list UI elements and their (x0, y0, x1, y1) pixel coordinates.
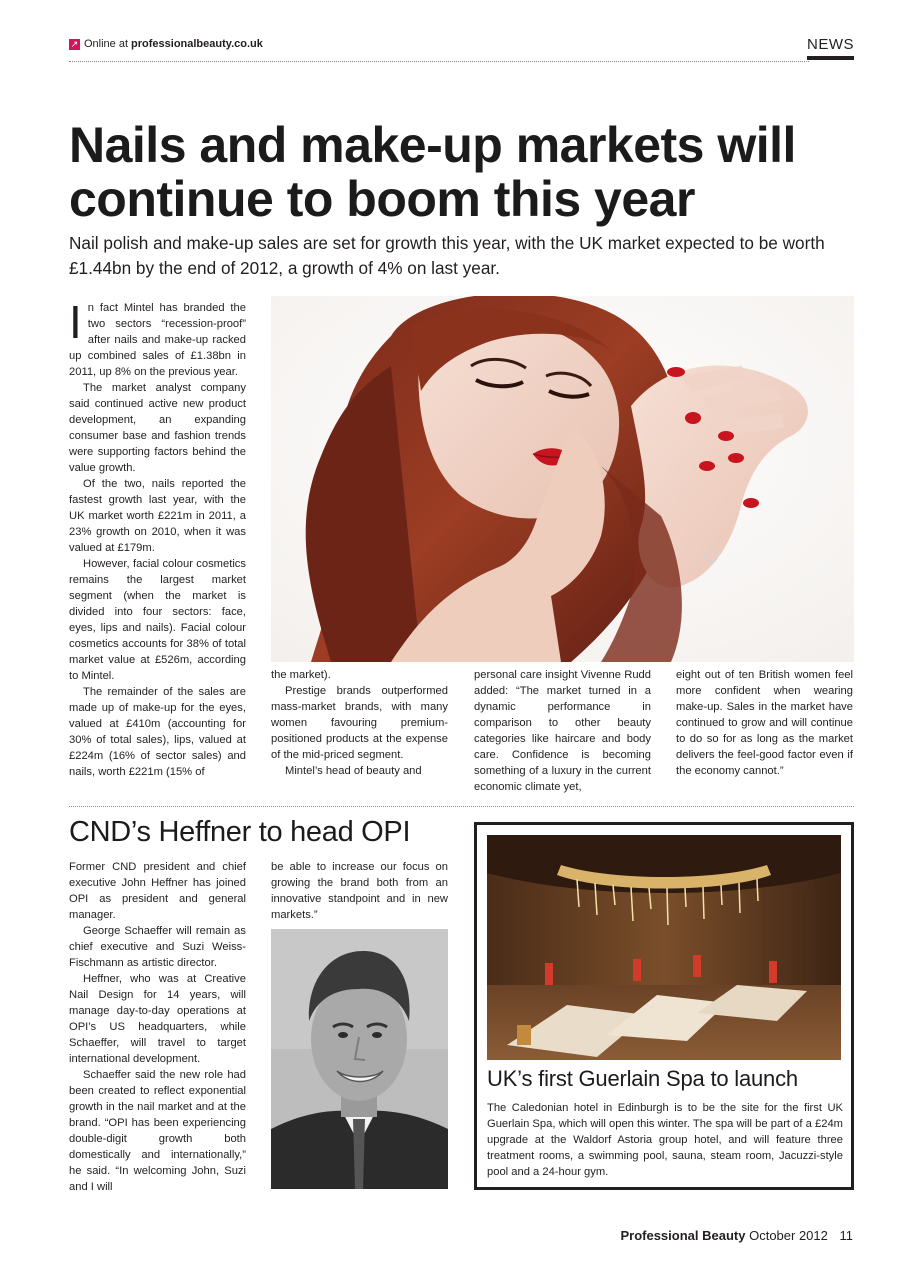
paragraph: Of the two, nails reported the fastest growth last year, with the UK market worth £221m in 2011, a 23% growth on 2010, when it was valued at £179m. (69, 478, 246, 554)
online-site[interactable]: professionalbeauty.co.uk (131, 38, 263, 50)
opi-column-1 (69, 859, 246, 1195)
main-headline: Nails and make-up markets will continue to boom this year (69, 117, 796, 227)
spa-body: The Caledonian hotel in Edinburgh is to be the site for the first UK Guerlain Spa, which will open this winter. The spa will be part of a £24m upgrade at the Waldorf Astoria group hotel, and will feature three treatment rooms, a swimming pool, sauna, steam room, Jacuzzi-style pool and a 24-hour gym. (487, 1102, 843, 1178)
portrait-illustration (271, 929, 448, 1189)
paragraph: George Schaeffer will remain as chief executive and Suzi Weiss-Fischmann as artistic director. (69, 925, 246, 969)
paragraph: In fact Mintel has branded the two sectors “recession-proof” after nails and make-up racked up combined sales of £1.38bn in 2011, up 8% on the previous year. (69, 296, 246, 378)
paragraph: be able to increase our focus on growing the brand both from an innovative standpoint and in new markets.” (271, 861, 448, 921)
spa-photo (487, 835, 841, 1060)
header-divider (69, 61, 809, 62)
paragraph: Prestige brands outperformed mass-market brands, with many women favouring premium-positioned products at the expense of the mid-priced segment. (271, 685, 448, 761)
model-illustration (271, 296, 854, 662)
dropcap: I (69, 296, 82, 348)
spa-illustration (487, 835, 841, 1060)
main-standfirst: Nail polish and make-up sales are set for growth this year, with the UK market expected to be worth £1.44bn by the end of 2012, a growth of 4% on last year. (69, 233, 825, 278)
paragraph: eight out of ten British women feel more confident when wearing make-up. Sales in the market have continued to grow and will continue to do so for as long as the market delivers the feel-good factor even if the economy cannot.” (676, 669, 853, 777)
online-link[interactable] (69, 38, 263, 50)
section-divider (69, 806, 854, 807)
magazine-name: Professional Beauty (620, 1228, 746, 1243)
opi-column-2 (271, 859, 448, 923)
paragraph: However, facial colour cosmetics remains the largest market segment (when the market is divided into four sectors: face, eyes, lips and nails). Facial colour cosmetics accounts for 38% of total market value at £526m, according to Mintel. (69, 558, 246, 682)
issue-date: October 2012 (749, 1228, 828, 1243)
main-column-1 (69, 296, 246, 780)
model-photo (271, 296, 854, 662)
paragraph: The remainder of the sales are made up of make-up for the eyes, valued at £410m (accounting for 30% of total sales), lips, valued at £224m (16% of sector sales) and nails, worth £221m (15% of (69, 686, 246, 778)
paragraph: Schaeffer said the new role had been created to reflect exponential growth in the nail market and at the brand. “OPI has been experiencing double-digit growth both domestically and internationally,” he said. “In welcoming John, Suzi and I will (69, 1069, 246, 1193)
page-header (69, 36, 854, 62)
portrait-photo (271, 929, 448, 1189)
paragraph: Mintel’s head of beauty and (285, 765, 422, 777)
paragraph: The market analyst company said continued active new product development, an expanding consumer base and fashion trends were supporting factors behind the value growth. (69, 382, 246, 474)
spa-story-box (474, 822, 854, 1190)
page-footer (620, 1228, 853, 1243)
section-tag: NEWS (807, 36, 854, 60)
paragraph: Former CND president and chief executive John Heffner has joined OPI as president and general manager. (69, 861, 246, 921)
paragraph: personal care insight Vivenne Rudd added: “The market turned in a dynamic performance in comparison to other beauty categories like haircare and body care. Confidence is becoming something of a luxury in the current economic climate yet, (474, 669, 651, 793)
main-column-4 (676, 667, 853, 779)
external-link-icon: ↗ (70, 38, 79, 49)
page-number: 11 (839, 1228, 853, 1243)
opi-headline: CND’s Heffner to head OPI (69, 816, 411, 848)
spa-headline: UK’s first Guerlain Spa to launch (487, 1066, 798, 1091)
paragraph: the market). (271, 669, 331, 681)
paragraph: Heffner, who was at Creative Nail Design for 14 years, will manage day-to-day operations at OPI’s US headquarters, while Schaeffer, will travel to target international development. (69, 973, 246, 1065)
main-column-2 (271, 667, 448, 779)
main-column-3 (474, 667, 651, 795)
online-prefix: Online at (84, 38, 129, 50)
